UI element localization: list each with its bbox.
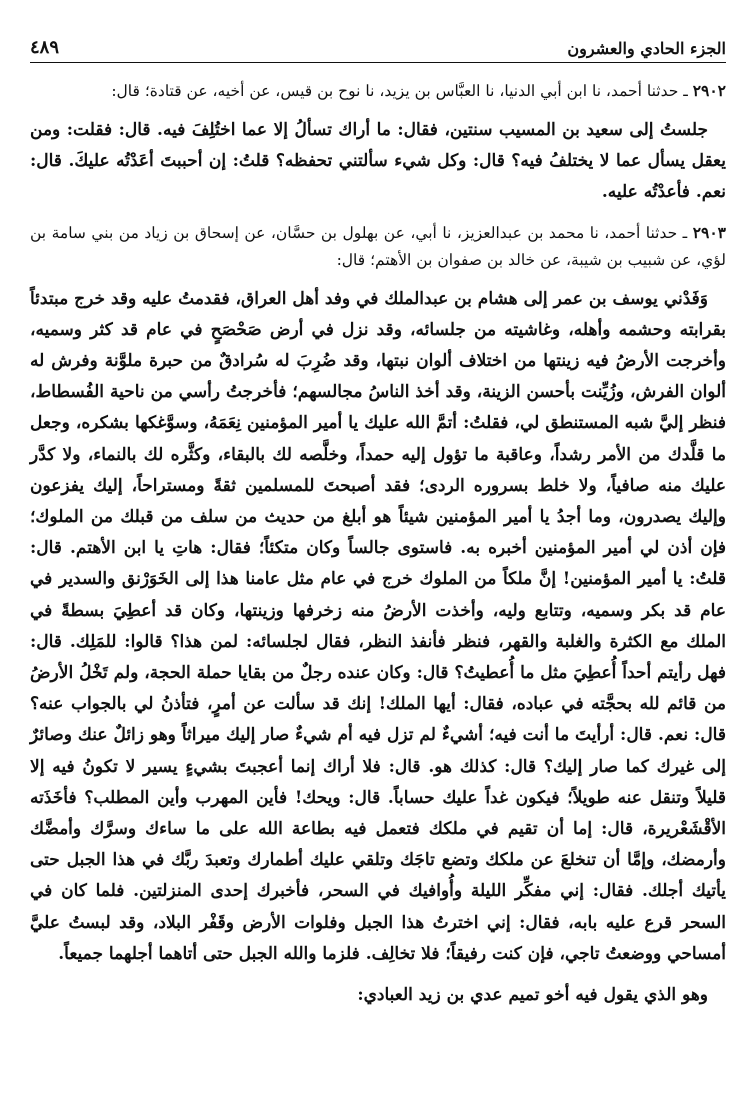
hadith-number: ٢٩٠٢ bbox=[692, 81, 726, 100]
header-divider bbox=[30, 62, 726, 63]
page-header bbox=[30, 30, 726, 62]
hadith-2902-chain bbox=[30, 77, 726, 105]
hadith-2903-text: وَفَدْني يوسف بن عمر إلى هشام بن عبدالملك في وفد أهل العراق، فقدمتُ عليه وقد خرج مبتدئاً بقرابته وحشمه وأهله، وغاشيته من جلسائه، وقد نزل في أرض صَحْصَحٍ في عام قد كثر وسميه، وأخرجت الأرضُ فيه زينتها من اختلاف ألوان نبتها، وقد ضُرِبَ له سُرادقٌ من حبرة ملوَّنة وفرش له ألوان الفرش، وزُيِّنت بأحسن الزينة، وقد أخذ الناسُ مجالسهم؛ فأخرجتُ رأسي من ناحية الفُسطاط، فنظر إليَّ شبه المستنطق لي، فقلتُ: أتمَّ الله عليك يا أمير المؤمنين نِعَمَهُ، وسوَّغكها بشكره، وجعل ما قلَّدك من الأمر رشداً، وعاقبة ما تؤول إليه حمداً، وخلَّصه لك بالبقاء، وكثَّره لك بالنماء، ولا كدَّر عليك منه صافياً، ولا خلط بسروره الردى؛ فقد أصبحتَ للمسلمين ثقةً ومستراحاً، إليك يفزعون وإليك يصدرون، وما أجدُ يا أمير المؤمنين شيئاً هو أبلغ من حديث من سلف من قبلك من الملوك؛ فإن أذن لي أمير المؤمنين أخبره به. فاستوى جالساً وكان متكئاً؛ فقال: هاتِ يا ابن الأهتم. قال: قلتُ: يا أمير المؤمنين! إنَّ ملكاً من الملوك خرج في عام مثل عامنا هذا إلى الخَوَرْنق والسدير في عام قد بكر وسميه، وتتابع وليه، وأخذت الأرضُ منه زخرفها وزينتها، وكان قد أعطِيَ بسطةً في الملك مع الكثرة والغلبة والقهر، فنظر فأنفذ النظر، فقال لجلسائه: لمن هذا؟ قالوا: للمَلِك. قال: فهل رأيتم أحداً أُعطِيَ مثل ما أُعطيتُ؟ قال: وكان عنده رجلٌ من بقايا حملة الحجة، ولم تَخْلُ الأرضُ من قائم لله بحجَّته في عباده، فقال: أيها الملك! إنك قد سألت عن أمرٍ، فتأذنُ لي بالجواب عنه؟ قال: نعم. قال: أرأيتَ ما أنت فيه؛ أشيءٌ لم تزل فيه أم شيءٌ صار إليك ميراثاً وهو زائلٌ عنك وصائرٌ إلى غيرك كما صار إليك؟ قال: كذلك هو. قال: فلا أراك إنما أعجبتَ بشيءٍ يسير لا تكونُ فيه إلا قليلاً وتنقل عنه طويلاً؛ فيكون غداً عليك حساباً. قال: ويحك! فأين المهرب وأين المطلب؟ فأخَذَته الأقْشَعْريرة، قال: إما أن تقيم في ملكك فتعمل فيه بطاعة الله على ما ساءك وسرَّك وأمضَّك وأرمضك، وإمَّا أن تنخلعَ عن ملكك وتضع تاجَك وتلقي عليك أطمارك وتعبدَ ربَّك في هذا الجبل حتى يأتيك أجلك. فقال: إني مفكِّر الليلة وأُوافيك في السحر، فأخبرك إحدى المنزلتين. فلما كان في السحر قرع عليه بابه، فقال: إني اخترتُ هذا الجبل وفلوات الأرض وقَفْر البلاد، وقد لبستُ عليَّ أمساحي ووضعتُ تاجي، فإن كنت رفيقاً؛ فلا تخالِف. فلزما والله الجبل حتى أتاهما أجلهما جميعاً. bbox=[30, 288, 726, 964]
hadith-2902-text: جلستُ إلى سعيد بن المسيب سنتين، فقال: ما أراك تسألُ إلا عما اختُلِفَ فيه. قال: فقلت: ومن يعقل يسأل عما لا يختلفُ فيه؟ قال: وكل شيء سألتني تحفظه؟ قلتُ: إن أحببتَ أعَدْتُه عليكَ. قال: نعم. فأعدْتُه عليه. bbox=[30, 120, 726, 203]
book-page bbox=[30, 30, 726, 1092]
running-title: الجزء الحادي والعشرون bbox=[567, 39, 726, 58]
closing-line: وهو الذي يقول فيه أخو تميم عدي بن زيد العبادي: bbox=[357, 985, 708, 1006]
hadith-number: ٢٩٠٣ bbox=[692, 222, 726, 242]
hadith-isnad: ـ حدثنا أحمد، نا ابن أبي الدنيا، نا العبَّاس بن يزيد، نا نوح بن قيس، عن أخيه، عن قتادة؛ قال: bbox=[111, 82, 693, 100]
page-number: ٤٨٩ bbox=[30, 37, 60, 58]
hadith-isnad: ـ حدثنا أحمد، نا محمد بن عبدالعزيز، نا أبي، عن بهلول بن حسَّان، عن إسحاق بن زياد من بني سامة بن لؤي، عن شبيب بن شيبة، عن خالد بن صفوان بن الأهتم؛ قال: bbox=[30, 223, 726, 269]
hadith-2903-chain bbox=[30, 219, 726, 274]
